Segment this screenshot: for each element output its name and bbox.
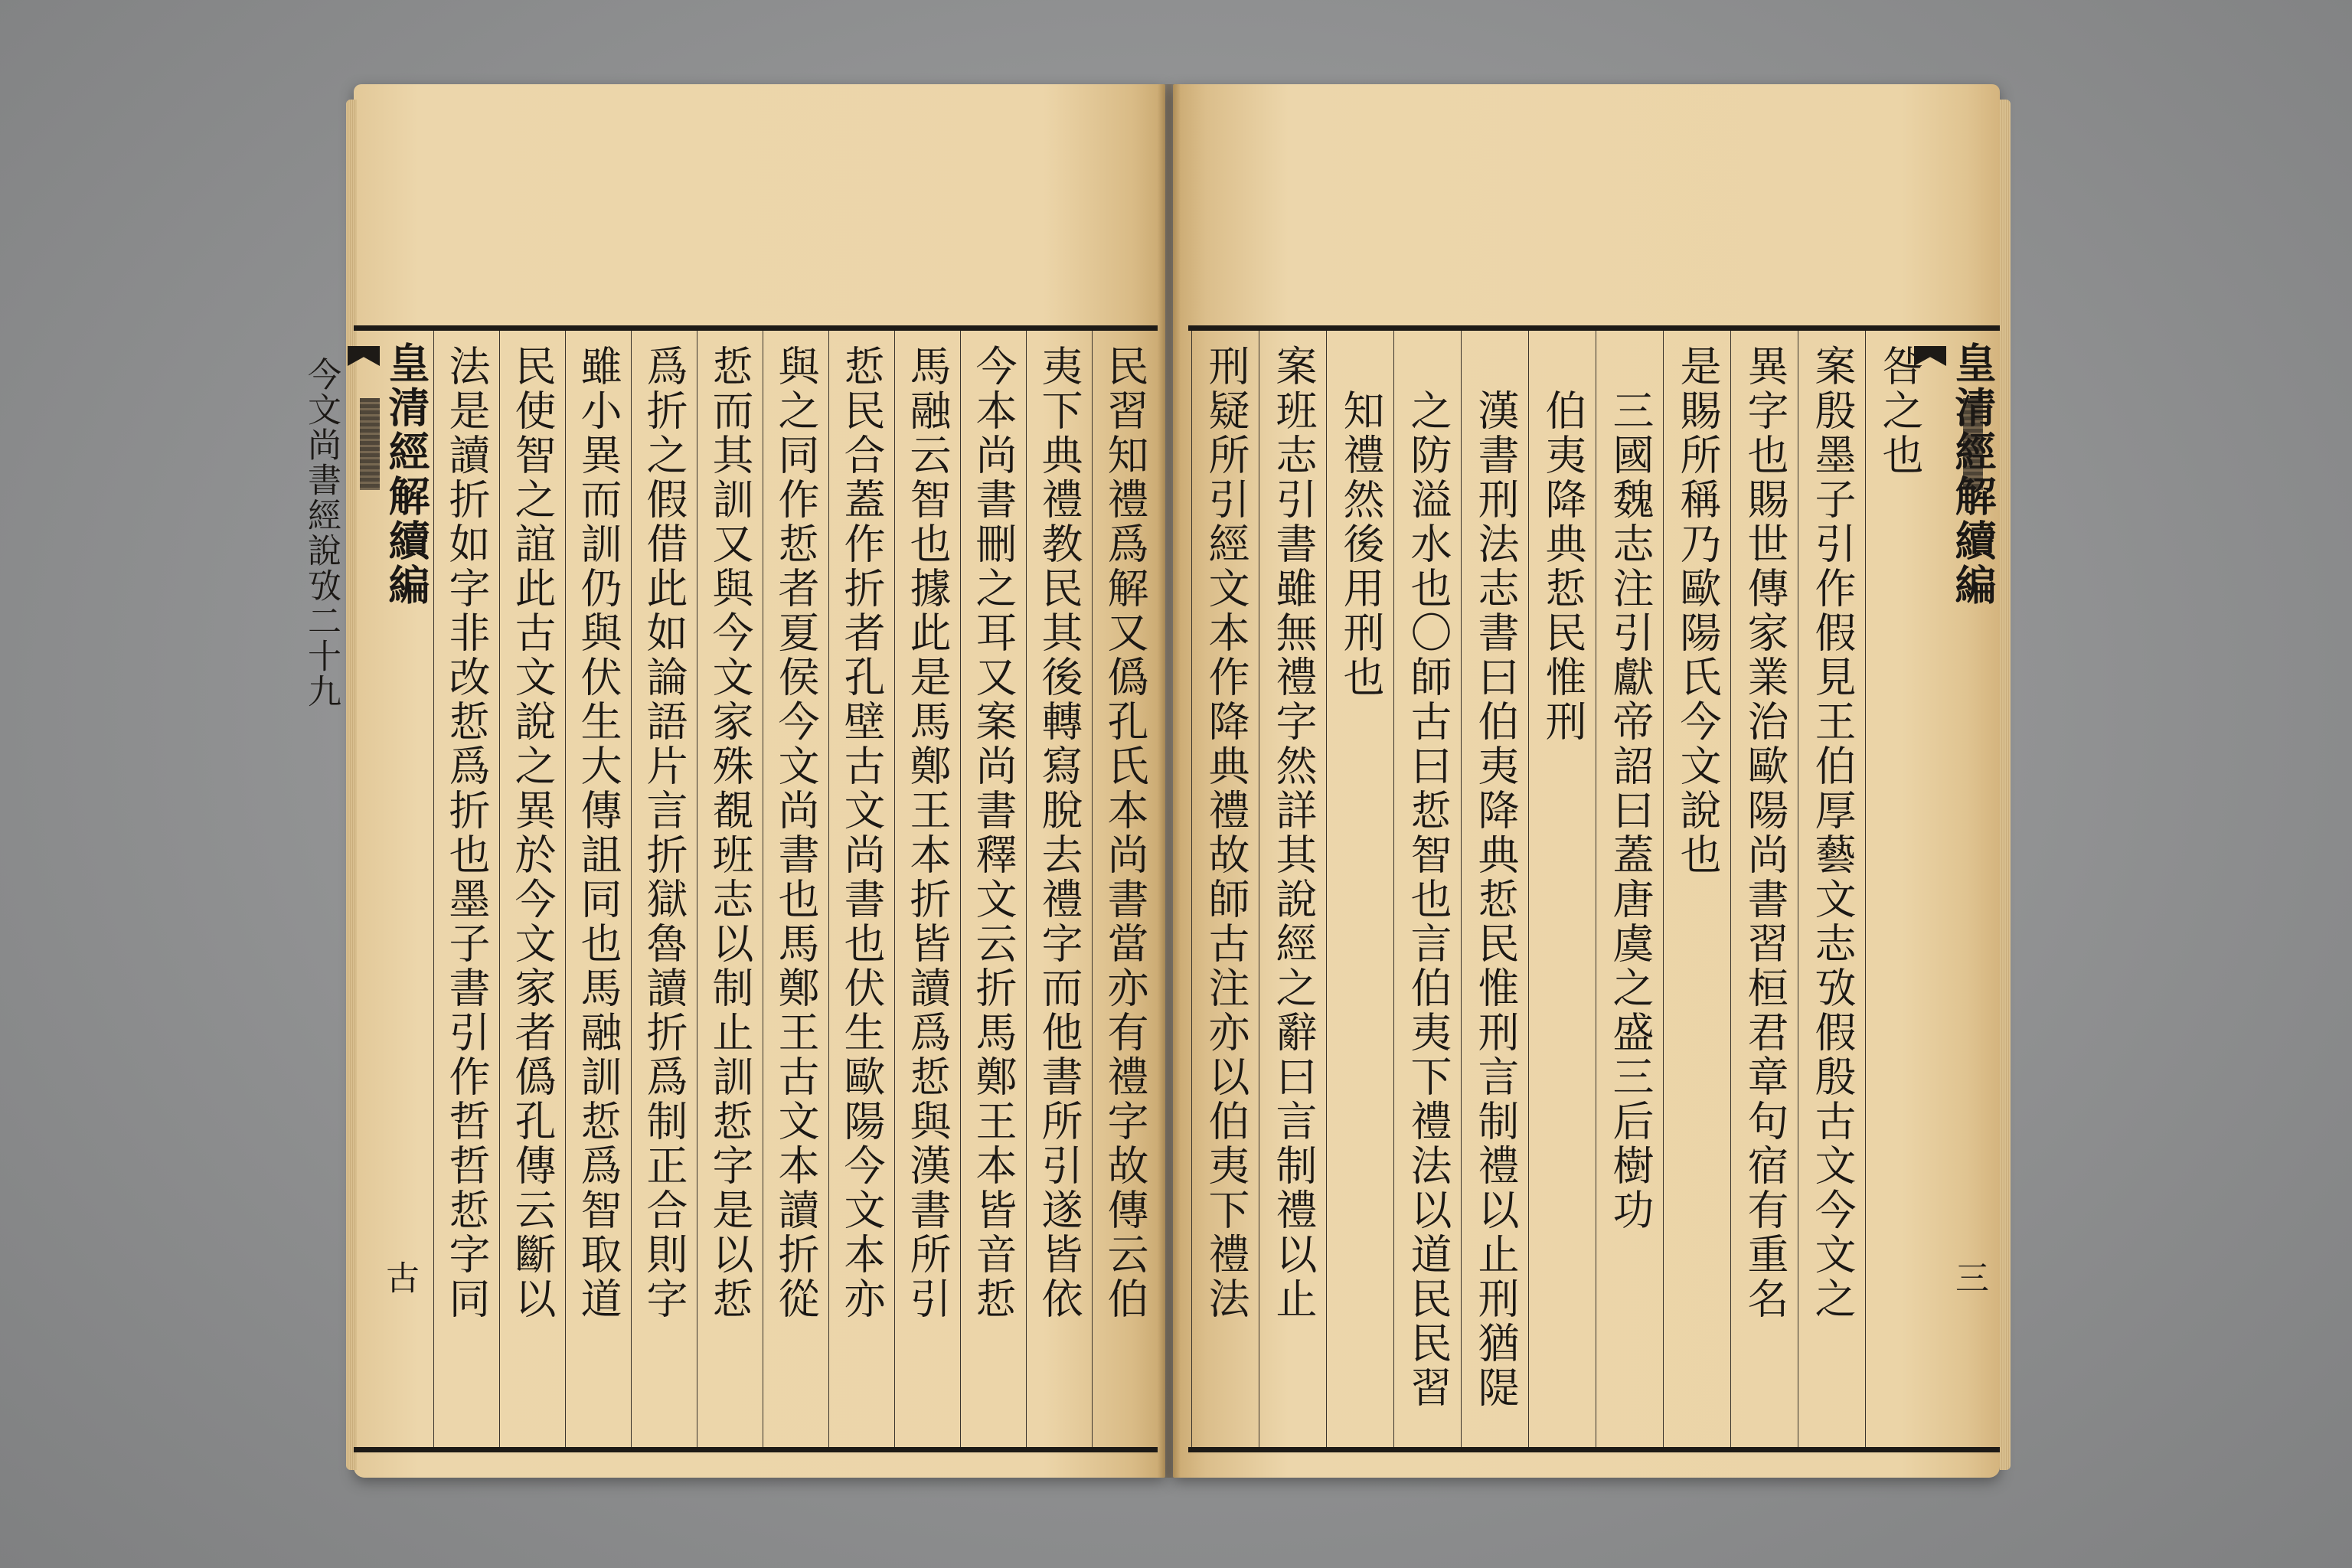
right-page-edges	[2000, 100, 2011, 1470]
right-header-title: 皇清經解續編	[1949, 341, 1998, 608]
left-text-column	[1092, 331, 1158, 1447]
left-text-column-line: 悊而其訓又與今文家殊覩班志以制止訓悊字是以悊	[706, 345, 754, 1321]
right-text-column	[1865, 331, 1932, 1447]
left-text-column	[433, 331, 499, 1447]
left-text-columns	[302, 331, 1158, 1447]
left-text-column	[894, 331, 960, 1447]
right-text-column	[1798, 331, 1865, 1447]
right-text-column	[1461, 331, 1528, 1447]
right-text-column	[1326, 331, 1393, 1447]
right-text-column-line: 伯夷降典悊民惟刑	[1539, 389, 1587, 744]
left-text-column-line: 夷下典禮教民其後轉寫脫去禮字而他書所引遂皆依	[1035, 345, 1083, 1321]
left-text-column	[499, 331, 565, 1447]
left-text-column	[631, 331, 697, 1447]
right-text-column	[1663, 331, 1730, 1447]
right-text-column-line: 知禮然後用刑也	[1337, 389, 1385, 700]
right-text-column	[1259, 331, 1326, 1447]
right-text-columns	[1188, 331, 2000, 1447]
right-page-number: 三	[1949, 1260, 1988, 1294]
left-header-subtitle: 今文尚書經說攷二十九	[302, 357, 341, 709]
right-text-column	[1596, 331, 1663, 1447]
left-text-column-line: 與之同作悊者夏侯今文尚書也馬鄭王古文本讀折從	[772, 345, 820, 1321]
left-text-column-line: 爲折之假借此如論語片言折獄魯讀折爲制正合則字	[640, 345, 688, 1321]
left-text-column-line: 民習知禮爲解又僞孔氏本尚書當亦有禮字故傳云伯	[1101, 345, 1149, 1321]
left-text-column-line: 雖小異而訓仍與伏生大傳詛同也馬融訓悊爲智取道	[574, 345, 622, 1321]
right-text-column	[1393, 331, 1461, 1447]
left-text-column-line: 悊民合蓋作折者孔壁古文尚書也伏生歐陽今文本亦	[838, 345, 886, 1321]
left-page	[302, 84, 1165, 1478]
right-text-column	[1191, 331, 1259, 1447]
left-text-column-line: 民使智之誼此古文說之異於今文家者僞孔傳云斷以	[508, 345, 557, 1321]
right-text-column-line: 案班志引書雖無禮字然詳其說經之辭曰言制禮以止	[1269, 345, 1318, 1321]
right-page-frame	[1188, 325, 2000, 1452]
left-text-column	[763, 331, 828, 1447]
left-page-number: 古	[380, 1260, 419, 1294]
right-text-column-line: 刑疑所引經文本作降典禮故師古注亦以伯夷下禮法	[1202, 345, 1250, 1321]
left-header-column	[302, 331, 433, 1447]
left-text-column	[828, 331, 894, 1447]
left-page-frame	[302, 325, 1158, 1452]
right-text-column	[1730, 331, 1798, 1447]
left-text-column	[960, 331, 1026, 1447]
right-text-column-line: 案殷墨子引作假見王伯厚藝文志攷假殷古文今文之	[1808, 345, 1857, 1321]
right-text-column	[1528, 331, 1596, 1447]
book-gutter	[1158, 84, 1181, 1478]
left-text-column	[565, 331, 631, 1447]
right-header-column	[1932, 331, 2000, 1447]
right-text-column-line: 是賜所稱乃歐陽氏今文說也	[1674, 345, 1722, 877]
right-text-column-line: 咎之也	[1876, 345, 1924, 478]
right-text-column-line: 異字也賜世傳家業治歐陽尚書習桓君章句宿有重名	[1741, 345, 1789, 1321]
open-book	[302, 84, 2000, 1478]
fish-tail-mark-icon	[348, 346, 380, 366]
right-page	[1173, 84, 2000, 1478]
left-text-column	[697, 331, 763, 1447]
right-text-column-line: 漢書刑法志書曰伯夷降典悊民惟刑言制禮以止刑猶隄	[1472, 389, 1520, 1410]
left-text-column-line: 法是讀折如字非改悊爲折也墨子書引作哲哲悊字同	[443, 345, 491, 1321]
left-text-column	[1026, 331, 1092, 1447]
left-header-title: 皇清經解續編	[382, 341, 431, 608]
left-text-column-line: 今本尚書刪之耳又案尚書釋文云折馬鄭王本皆音悊	[969, 345, 1018, 1321]
right-text-column-line: 之防溢水也〇師古曰悊智也言伯夷下禮法以道民民習	[1404, 389, 1452, 1410]
left-text-column-line: 馬融云智也據此是馬鄭王本折皆讀爲悊與漢書所引	[903, 345, 952, 1321]
right-text-column-line: 三國魏志注引獻帝詔曰蓋唐虞之盛三后樹功	[1606, 389, 1655, 1233]
